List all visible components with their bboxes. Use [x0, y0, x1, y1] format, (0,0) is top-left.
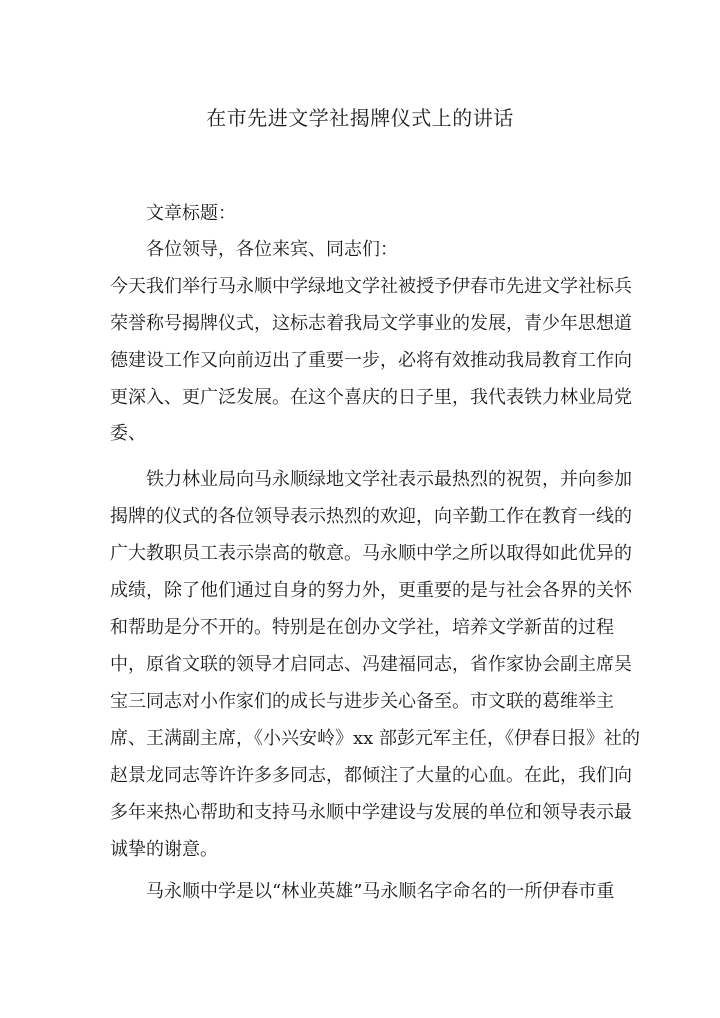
text-line: 广大教职员工表示崇高的敬意。马永顺中学之所以取得如此优异的	[110, 543, 632, 564]
text-line: 席、王满副主席，《小兴安岭》xx 部彭元军主任，《伊春日报》社的	[110, 728, 641, 749]
text-line: 更深入、更广泛发展。在这个喜庆的日子里，我代表铁力林业局党	[110, 387, 632, 408]
text-line: 宝三同志对小作家们的成长与进步关心备至。市文联的葛维举主	[110, 691, 614, 712]
text-line: 文章标题：	[146, 203, 236, 224]
text-line: 各位领导，各位来宾、同志们：	[146, 239, 398, 260]
text-line: 荣誉称号揭牌仪式，这标志着我局文学事业的发展，青少年思想道	[110, 313, 632, 334]
text-line: 赵景龙同志等许许多多同志，都倾注了大量的心血。在此，我们向	[110, 765, 632, 786]
text-line: 今天我们举行马永顺中学绿地文学社被授予伊春市先进文学社标兵	[110, 276, 632, 297]
text-line: 中，原省文联的领导才启同志、冯建福同志，省作家协会副主席吴	[110, 654, 632, 675]
text-line: 马永顺中学是以“林业英雄”马永顺名字命名的一所伊春市重	[146, 881, 615, 902]
text-line: 成绩，除了他们通过自身的努力外，更重要的是与社会各界的关怀	[110, 580, 632, 601]
text-line: 铁力林业局向马永顺绿地文学社表示最热烈的祝贺，并向参加	[146, 469, 632, 490]
text-line: 诚挚的谢意。	[110, 839, 218, 860]
text-line: 和帮助是分不开的。特别是在创办文学社，培养文学新苗的过程	[110, 617, 614, 638]
text-line: 委、	[110, 423, 146, 444]
page-title: 在市先进文学社揭牌仪式上的讲话	[206, 106, 514, 130]
text-line: 揭牌的仪式的各位领导表示热烈的欢迎，向辛勤工作在教育一线的	[110, 506, 632, 527]
text-line: 多年来热心帮助和支持马永顺中学建设与发展的单位和领导表示最	[110, 802, 632, 823]
text-line: 德建设工作又向前迈出了重要一步，必将有效推动我局教育工作向	[110, 350, 632, 371]
